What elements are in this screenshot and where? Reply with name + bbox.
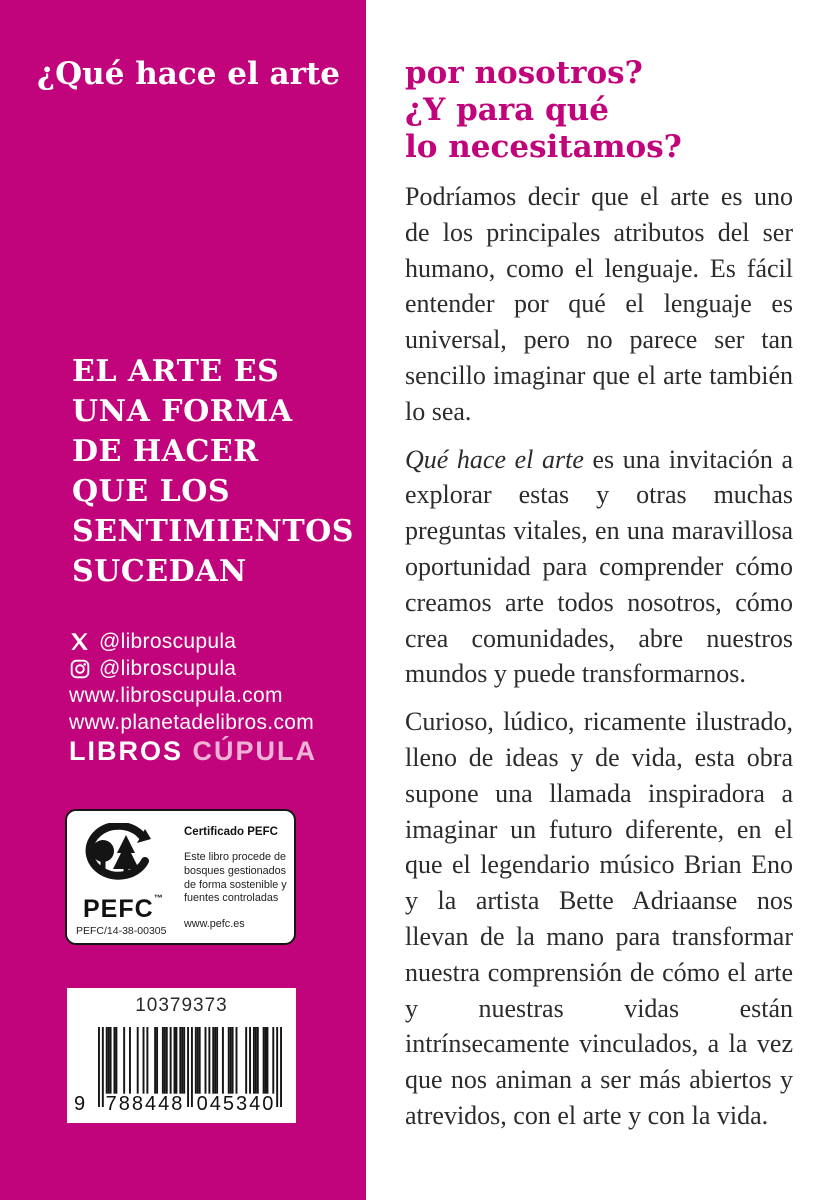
- pefc-text-column: [184, 826, 289, 930]
- trademark-symbol: ™: [153, 893, 164, 903]
- pefc-license-number: PEFC/14-38-00305: [76, 925, 167, 937]
- title-line: lo necesitamos?: [405, 129, 682, 165]
- pefc-wordmark: PEFC™: [83, 893, 164, 923]
- slogan-line: SUCEDAN: [72, 554, 247, 589]
- left-panel: [0, 0, 366, 1200]
- social-row-instagram: [69, 655, 314, 682]
- instagram-icon: [69, 658, 90, 679]
- pefc-url: www.pefc.es: [184, 918, 245, 931]
- ean-group1: 788448: [105, 1093, 185, 1115]
- back-cover-copy: [405, 179, 793, 1146]
- slogan-line: QUE LOS: [72, 474, 230, 509]
- slogan-block: [72, 352, 354, 592]
- pefc-cert-title: Certificado PEFC: [184, 826, 278, 838]
- slogan-line: UNA FORMA: [72, 394, 293, 429]
- publisher-name-libros: LIBROS: [69, 736, 184, 766]
- social-block: [69, 628, 314, 736]
- title-line: por nosotros?: [405, 55, 643, 91]
- cover-title-left: ¿Qué hace el arte: [37, 56, 340, 92]
- slogan-line: EL ARTE ES: [72, 354, 280, 389]
- slogan-line: DE HACER: [72, 434, 259, 469]
- pefc-logo-icon: [79, 823, 157, 896]
- publisher-logo: [69, 736, 317, 767]
- website-url: www.libroscupula.com: [69, 683, 283, 707]
- slogan-line: SENTIMIENTOS: [72, 514, 354, 549]
- x-icon: [69, 631, 90, 652]
- social-row-website1: [69, 682, 314, 709]
- pefc-certificate-box: [65, 809, 296, 945]
- cover-title-right: [405, 55, 682, 166]
- social-row-x: [69, 628, 314, 655]
- website-url: www.planetadelibros.com: [69, 710, 315, 734]
- title-line: ¿Y para qué: [405, 92, 609, 128]
- barcode-sku: 10379373: [135, 995, 228, 1016]
- pefc-cert-body: Este libro procede de bosques gestionados de forma sostenible y fuentes controladas: [184, 851, 287, 905]
- paragraph-1: Podríamos decir que el arte es uno de los principales atributos del ser humano, como el lenguaje. Es fácil entender por qué el lenguaje es universal, pero no parece ser tan sencillo imaginar que el arte también lo sea.: [405, 182, 793, 426]
- instagram-handle: @libroscupula: [99, 656, 237, 680]
- publisher-name-cupula: CÚPULA: [192, 736, 318, 766]
- ean-group2: 045340: [196, 1093, 276, 1115]
- x-handle: @libroscupula: [99, 629, 237, 653]
- paragraph-2: Qué hace el arte es una invitación a explorar estas y otras muchas preguntas vitales, en una maravillosa oportunidad para comprender cómo creamos arte todos nosotros, cómo crea comunidades, abre nuestros mundos y puede transformarnos.: [405, 444, 793, 689]
- paragraph-3: Curioso, lúdico, ricamente ilustrado, lleno de ideas y de vida, esta obra supone una llamada inspiradora a imaginar un futuro diferente, en el que el legendario músico Brian Eno y la artista Bette Adriaanse nos llevan de la mano para transformar nuestra comprensión de cómo el arte y nuestras vidas están intrínsecamente vinculados, a la vez que nos animan a ser más abiertos y atrevidos, con el arte y con la vida.: [405, 707, 793, 1130]
- barcode-box: [67, 988, 296, 1123]
- ean-first-digit: 9: [74, 1093, 86, 1115]
- social-row-website2: [69, 709, 314, 736]
